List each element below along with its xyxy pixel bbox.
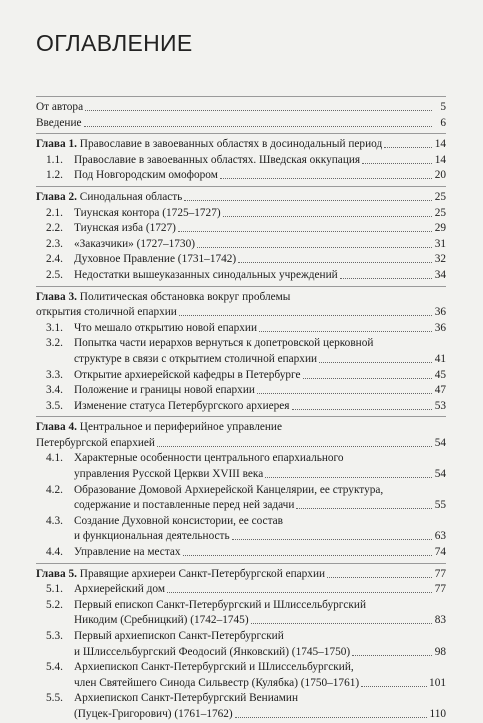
toc-section-2-1[interactable] [36,206,446,222]
entry-text: Введение [36,116,82,129]
page-number: 32 [434,253,446,266]
toc-section-4-1-line-1[interactable] [36,451,446,467]
toc-section-5-2[interactable] [36,613,446,629]
section-number: 1.2. [46,169,63,182]
section-title: Первый архиепископ Санкт-Петербургский [74,630,284,642]
section-title: Первый епископ Санкт-Петербургский и Шлиссельбургский [74,598,366,611]
leader-dots [179,305,432,316]
divider [36,186,446,187]
toc-section-5-4-line-1[interactable] [36,660,446,676]
toc-section-5-1[interactable] [36,582,446,598]
toc-section-5-5[interactable] [36,707,446,723]
section-title: Образование Домовой Архиерейской Канцелярии, ее структура, [74,483,384,496]
page-number: 77 [434,567,446,580]
toc-section-3-4[interactable] [36,383,446,399]
leader-dots [257,383,432,394]
section-number: 5.1. [46,583,63,596]
page-number: 41 [434,352,446,365]
section-number: 3.2. [46,337,63,350]
entry-text: От автора [36,101,84,113]
chapter-label: Глава 1. [36,138,77,151]
leader-dots [157,436,432,447]
toc-section-4-3[interactable] [36,529,446,545]
section-title-continued: и Шлиссельбургский Феодосий (Янковский) (1745–1750) [74,645,351,658]
leader-dots [361,676,427,687]
toc-section-3-1[interactable] [36,321,446,337]
toc-section-1-1[interactable] [36,153,446,169]
page-number: 14 [434,153,446,166]
section-number: 2.2. [46,222,63,235]
section-number: 1.1. [46,153,63,166]
section-title-continued: содержание и поставленные перед ней задачи [74,499,295,512]
toc-section-4-3-line-1[interactable] [36,514,446,530]
leader-dots [319,352,432,363]
leader-dots [184,190,432,201]
section-number: 5.4. [46,661,63,674]
section-number: 4.2. [46,483,63,496]
section-number: 3.4. [46,384,63,397]
toc-section-2-3[interactable] [36,237,446,253]
page-number: 29 [434,222,446,235]
divider [36,416,446,417]
page-number: 55 [434,499,446,512]
page-number: 47 [434,384,446,397]
chapter-label: Глава 4. [36,421,77,434]
section-title: Недостатки вышеуказанных синодальных учреждений [74,268,338,281]
section-number: 2.3. [46,237,63,250]
leader-dots [259,321,432,332]
section-title: Попытка части иерархов вернуться к допетровской церковной [74,337,374,350]
leader-dots [223,206,432,217]
page-number: 36 [434,306,446,319]
toc-section-3-2-line-1[interactable] [36,336,446,352]
section-title: Характерные особенности центрального епархиального [74,452,344,465]
leader-dots [238,252,432,263]
leader-dots [292,399,432,410]
section-number: 4.1. [46,452,63,465]
leader-dots [303,368,432,379]
section-title: Изменение статуса Петербургского архиерея [74,399,290,412]
page-number: 54 [434,436,446,449]
leader-dots [232,529,432,540]
section-title: Открытие архиерейской кафедры в Петербурге [74,368,301,381]
section-number: 3.1. [46,321,63,334]
divider [36,96,446,97]
section-number: 4.3. [46,514,63,527]
page-number: 110 [429,707,446,720]
table-of-contents [36,94,446,723]
page-number: 54 [434,468,446,481]
toc-chapter-3[interactable] [36,305,446,321]
chapter-title: Православие в завоеванных областях в досинодальный период [79,138,383,151]
leader-dots [265,467,432,478]
chapter-label: Глава 5. [36,567,77,580]
leader-dots [327,567,432,578]
leader-dots [183,545,432,556]
page-number: 6 [440,116,446,129]
section-title: Создание Духовной консистории, ее состав [74,514,283,527]
toc-section-2-2[interactable] [36,221,446,237]
toc-section-1-2[interactable] [36,168,446,184]
toc-chapter-3-line-1[interactable] [36,290,446,306]
toc-section-4-2[interactable] [36,498,446,514]
divider [36,563,446,564]
section-number: 3.3. [46,368,63,381]
page-number: 31 [434,237,446,250]
leader-dots [352,645,432,656]
leader-dots [197,237,432,248]
page-number: 25 [434,206,446,219]
chapter-title: Правящие архиереи Санкт-Петербургской епархии [79,567,326,580]
section-title: Архиепископ Санкт-Петербургский и Шлиссельбургский, [74,661,354,674]
section-title: Архиепископ Санкт-Петербургский Вениамин [74,692,299,705]
section-title-continued: структуре в связи с открытием столичной епархии [74,352,318,365]
leader-dots [167,582,432,593]
toc-entry-introduction[interactable] [36,116,446,132]
toc-section-5-5-line-1[interactable] [36,691,446,707]
chapter-title-continued: открытия столичной епархии [36,306,177,319]
section-title: Духовное Правление (1731–1742) [74,253,237,266]
toc-chapter-5[interactable] [36,567,446,583]
section-title: Под Новгородским омофором [74,169,218,182]
page-number: 63 [434,530,446,543]
leader-dots [235,707,428,718]
toc-section-2-5[interactable] [36,268,446,284]
divider [36,133,446,134]
page-number: 98 [434,645,446,658]
page-number: 101 [429,676,446,689]
leader-dots [85,100,432,111]
leader-dots [296,498,432,509]
section-title-continued: Никодим (Сребницкий) (1742–1745) [74,614,249,627]
section-title-continued: и функциональная деятельность [74,530,230,543]
page-number: 5 [440,101,446,113]
page-number: 14 [434,138,446,151]
section-title: Что мешало открытию новой епархии [74,321,258,334]
chapter-title: Синодальная область [79,190,183,203]
page-title: ОГЛАВЛЕНИЕ [36,30,193,56]
chapter-title-continued: Петербургской епархией [36,436,155,449]
toc-section-3-3[interactable] [36,368,446,384]
page-number: 45 [434,368,446,381]
toc-section-5-4[interactable] [36,676,446,692]
toc-section-5-3-line-1[interactable] [36,629,446,645]
section-title: Управление на местах [74,546,181,559]
chapter-label: Глава 3. [36,290,77,303]
page-number: 25 [434,190,446,203]
divider [36,286,446,287]
page-number: 34 [434,268,446,281]
page-number: 20 [434,169,446,182]
section-number: 5.2. [46,598,63,611]
toc-section-3-5[interactable] [36,399,446,415]
toc-section-2-4[interactable] [36,252,446,268]
chapter-title: Политическая обстановка вокруг проблемы [79,290,291,303]
section-number: 3.5. [46,399,63,412]
section-number: 2.4. [46,253,63,266]
toc-section-4-1[interactable] [36,467,446,483]
section-title: Тиунская изба (1727) [74,222,176,235]
toc-entry-author[interactable] [36,100,446,116]
toc-section-4-2-line-1[interactable] [36,483,446,499]
leader-dots [84,116,432,127]
section-number: 5.3. [46,630,63,642]
section-number: 4.4. [46,546,63,559]
page-number: 83 [434,614,446,627]
section-title-continued: управления Русской Церкви XVIII века [74,468,264,481]
section-title-continued: (Пуцек-Григорович) (1761–1762) [74,707,233,720]
leader-dots [251,613,432,624]
leader-dots [340,268,432,279]
section-number: 2.5. [46,268,63,281]
section-title: Тиунская контора (1725–1727) [74,206,221,219]
section-title: «Заказчики» (1727–1730) [74,237,195,250]
leader-dots [384,137,432,148]
section-number: 5.5. [46,692,63,705]
toc-chapter-2[interactable] [36,190,446,206]
chapter-label: Глава 2. [36,190,77,203]
toc-chapter-4-line-1[interactable] [36,420,446,436]
section-title-continued: член Святейшего Синода Сильвестр (Кулябка) (1750–1761) [74,676,360,689]
leader-dots [178,221,432,232]
page-number: 74 [434,546,446,559]
toc-section-5-3[interactable] [36,645,446,661]
chapter-title: Центральное и периферийное управление [79,421,282,434]
section-number: 2.1. [46,206,63,219]
toc-chapter-4[interactable] [36,436,446,452]
page-number: 53 [434,399,446,412]
section-title: Архиерейский дом [74,583,165,596]
leader-dots [362,153,432,164]
section-title: Православие в завоеванных областях. Шведская оккупация [74,153,361,166]
toc-section-3-2[interactable] [36,352,446,368]
section-title: Положение и границы новой епархии [74,384,255,397]
page-number: 77 [434,583,446,596]
toc-chapter-1[interactable] [36,137,446,153]
leader-dots [220,168,432,179]
toc-section-5-2-line-1[interactable] [36,598,446,614]
page-number: 36 [434,321,446,334]
toc-section-4-4[interactable] [36,545,446,561]
